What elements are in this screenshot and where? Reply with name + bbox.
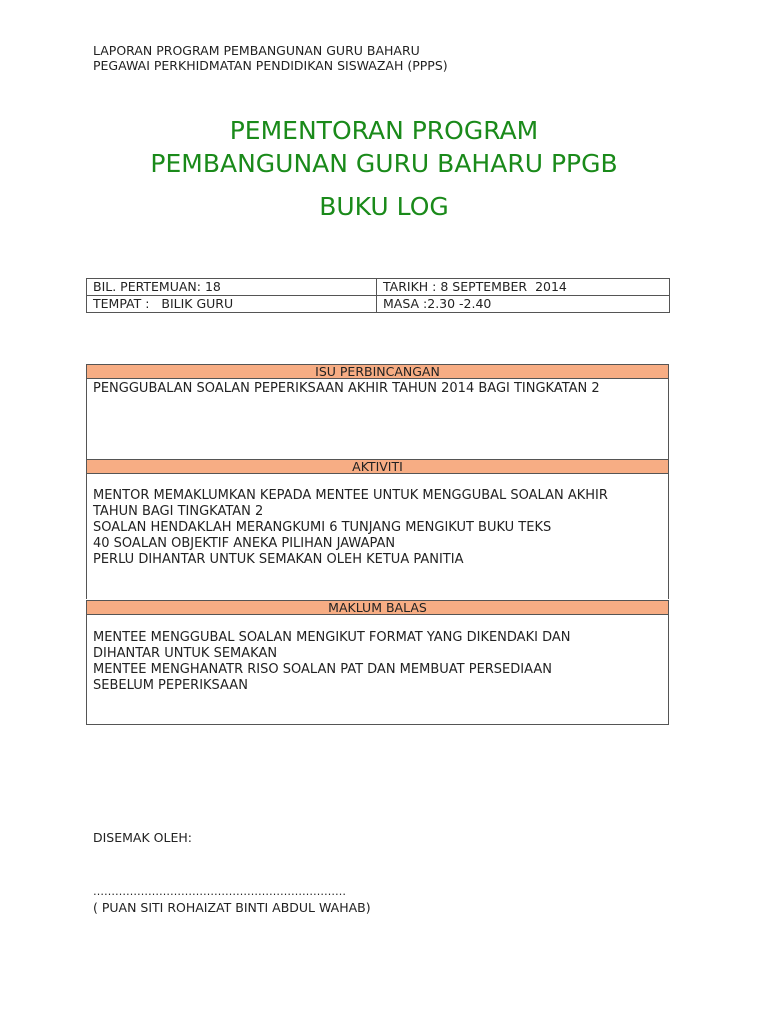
section-maklum-balas-body (87, 615, 668, 724)
title-line2: PEMBANGUNAN GURU BAHARU PPGB (150, 149, 618, 178)
meeting-number: BIL. PERTEMUAN: 18 (87, 279, 377, 296)
section-maklum-balas (86, 600, 669, 725)
aktiviti-line: TAHUN BAGI TINGKATAN 2 (93, 504, 264, 519)
table-row (87, 296, 670, 313)
section-isu-body (87, 379, 668, 459)
title-line3: BUKU LOG (319, 192, 449, 221)
title-line1: PEMENTORAN PROGRAM (229, 116, 539, 145)
signature-line: …………………………………………………………… (93, 885, 346, 898)
meeting-time: MASA :2.30 -2.40 (377, 296, 670, 313)
aktiviti-line: SOALAN HENDAKLAH MERANGKUMI 6 TUNJANG MENGIKUT BUKU TEKS (93, 520, 552, 535)
meeting-date: TARIKH : 8 SEPTEMBER 2014 (377, 279, 670, 296)
reviewed-by-label: DISEMAK OLEH: (93, 830, 192, 845)
section-aktiviti (86, 459, 669, 599)
report-header-line2: PEGAWAI PERKHIDMATAN PENDIDIKAN SISWAZAH (PPPS) (93, 58, 448, 73)
table-row (87, 279, 670, 296)
section-aktiviti-heading: AKTIVITI (87, 459, 668, 474)
report-header-line1: LAPORAN PROGRAM PEMBANGUNAN GURU BAHARU (93, 43, 420, 58)
maklum-balas-line: MENTEE MENGHANATR RISO SOALAN PAT DAN MEMBUAT PERSEDIAAN (93, 662, 552, 677)
aktiviti-line: PERLU DIHANTAR UNTUK SEMAKAN OLEH KETUA PANITIA (93, 552, 464, 567)
aktiviti-line: 40 SOALAN OBJEKTIF ANEKA PILIHAN JAWAPAN (93, 536, 396, 551)
meeting-place: TEMPAT : BILIK GURU (87, 296, 377, 313)
meeting-info-table (86, 278, 670, 313)
section-isu (86, 364, 669, 459)
section-maklum-balas-heading: MAKLUM BALAS (87, 600, 668, 615)
maklum-balas-line: MENTEE MENGGUBAL SOALAN MENGIKUT FORMAT YANG DIKENDAKI DAN (93, 630, 571, 645)
isu-line: PENGGUBALAN SOALAN PEPERIKSAAN AKHIR TAHUN 2014 BAGI TINGKATAN 2 (93, 381, 600, 396)
reviewer-name: ( PUAN SITI ROHAIZAT BINTI ABDUL WAHAB) (93, 900, 371, 915)
maklum-balas-line: SEBELUM PEPERIKSAAN (93, 678, 248, 693)
section-aktiviti-body (87, 474, 668, 599)
aktiviti-line: MENTOR MEMAKLUMKAN KEPADA MENTEE UNTUK MENGGUBAL SOALAN AKHIR (93, 488, 608, 503)
section-isu-heading: ISU PERBINCANGAN (87, 364, 668, 379)
maklum-balas-line: DIHANTAR UNTUK SEMAKAN (93, 646, 278, 661)
